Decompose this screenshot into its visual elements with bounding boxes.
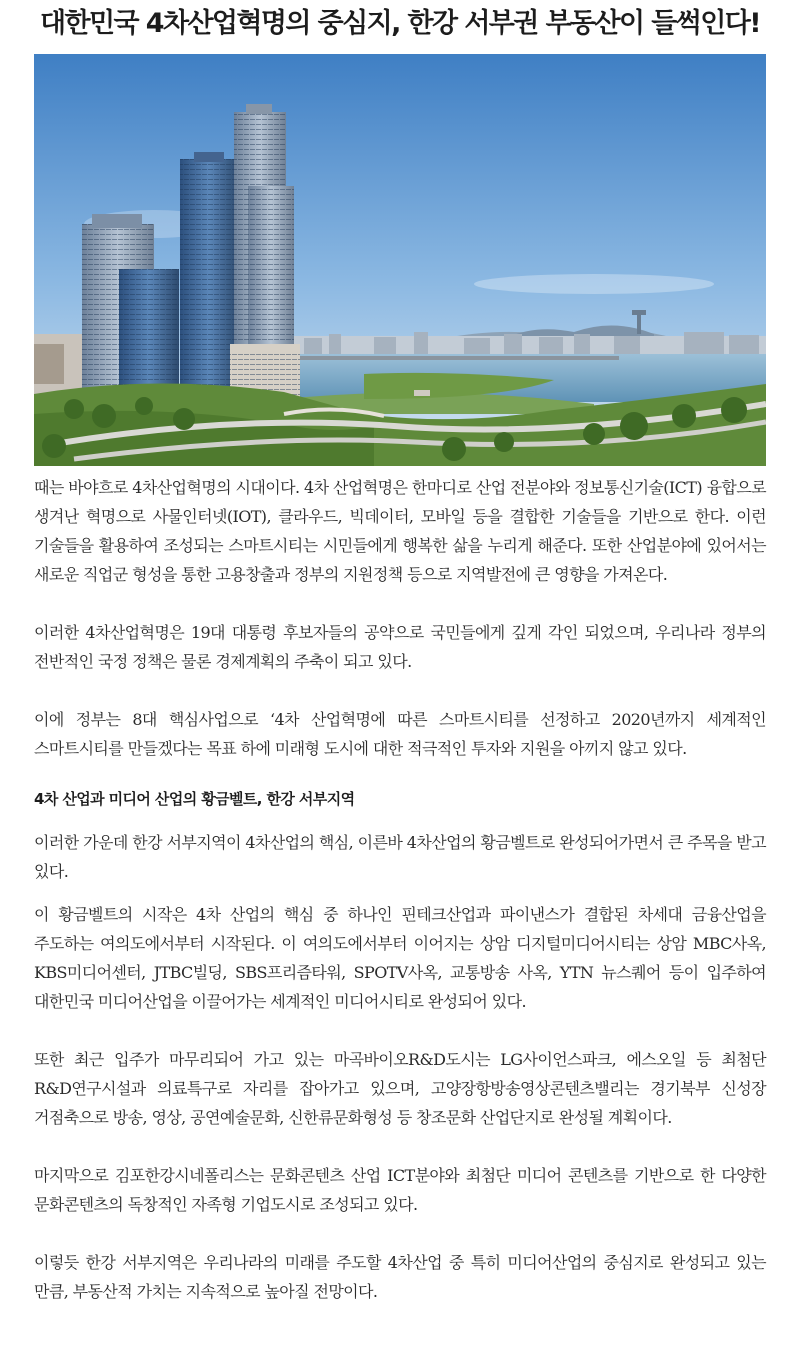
tower-center: [180, 152, 238, 399]
city-skyline-photo: [34, 54, 766, 466]
tower-mid-left: [119, 269, 179, 394]
paragraph-golden-belt: 이 황금벨트의 시작은 4차 산업의 핵심 중 하나인 핀테크산업과 파이낸스가 결합된 차세대 금융산업을 주도하는 여의도에서부터 시작된다. 이 여의도에서부터 이어지는 상암 디지털미디어시티는 상암 MBC사옥, KBS미디어센터, JTBC빌딩, SBS프리즘타워, SPOTV사옥, 교통방송 사옥, YTN 뉴스퀘어 등이 입주하여 대한민국 미디어산업을 이끌어가는 세계적인 미디어시티로 완성되어 있다.: [34, 905, 766, 1011]
paragraph-election: 이러한 4차산업혁명은 19대 대통령 후보자들의 공약으로 국민들에게 깊게 각인 되었으며, 우리나라 정부의 전반적인 국정 정책은 물론 경제계획의 주축이 되고 있다.: [34, 623, 766, 671]
section-subheading: 4차 산업과 미디어 산업의 황금벨트, 한강 서부지역: [34, 790, 355, 808]
article-body: [34, 473, 766, 1306]
paragraph-intro: 때는 바야흐로 4차산업혁명의 시대이다. 4차 산업혁명은 한마디로 산업 전분야와 정보통신기술(ICT) 융합으로 생겨난 혁명으로 사물인터넷(IOT), 클라우드, 빅데이터, 모바일 등을 결합한 기술들을 기반으로 한다. 이런 기술들을 활용하여 조성되는 스마트시티는 시민들에게 행복한 삶을 누리게 해준다. 또한 산업분야에 있어서는 새로운 직업군 형성을 통한 고용창출과 정부의 지원정책 등으로 지역발전에 큰 영향을 가져온다.: [34, 478, 766, 584]
paragraph-west-region: 이러한 가운데 한강 서부지역이 4차산업의 핵심, 이른바 4차산업의 황금벨트로 완성되어가면서 큰 주목을 받고 있다.: [34, 833, 766, 881]
paragraph-magok: 또한 최근 입주가 마무리되어 가고 있는 마곡바이오R&D도시는 LG사이언스파크, 에스오일 등 최첨단 R&D연구시설과 의료특구로 자리를 잡아가고 있으며, 고양장항방송영상콘텐츠밸리는 경기북부 신성장 거점축으로 방송, 영상, 공연예술문화, 신한류문화형성 등 창조문화 산업단지로 완성될 계획이다.: [34, 1050, 766, 1127]
paragraph-conclusion: 이렇듯 한강 서부지역은 우리나라의 미래를 주도할 4차산업 중 특히 미디어산업의 중심지로 완성되고 있는 만큼, 부동산적 가치는 지속적으로 높아질 전망이다.: [34, 1253, 766, 1301]
headline: 대한민국 4차산업혁명의 중심지, 한강 서부권 부동산이 들썩인다!: [40, 8, 760, 39]
skyline-illustration: [34, 54, 766, 466]
paragraph-government: 이에 정부는 8대 핵심사업으로 ‘4차 산업혁명에 따른 스마트시티를 선정하고 2020년까지 세계적인 스마트시티를 만들겠다는 목표 하에 미래형 도시에 대한 적극적인 투자와 지원을 아끼지 않고 있다.: [34, 710, 766, 758]
paragraph-gimpo: 마지막으로 김포한강시네폴리스는 문화콘텐츠 산업 ICT분야와 최첨단 미디어 콘텐츠를 기반으로 한 다양한 문화콘텐츠의 독창적인 자족형 기업도시로 조성되고 있다.: [34, 1166, 766, 1214]
